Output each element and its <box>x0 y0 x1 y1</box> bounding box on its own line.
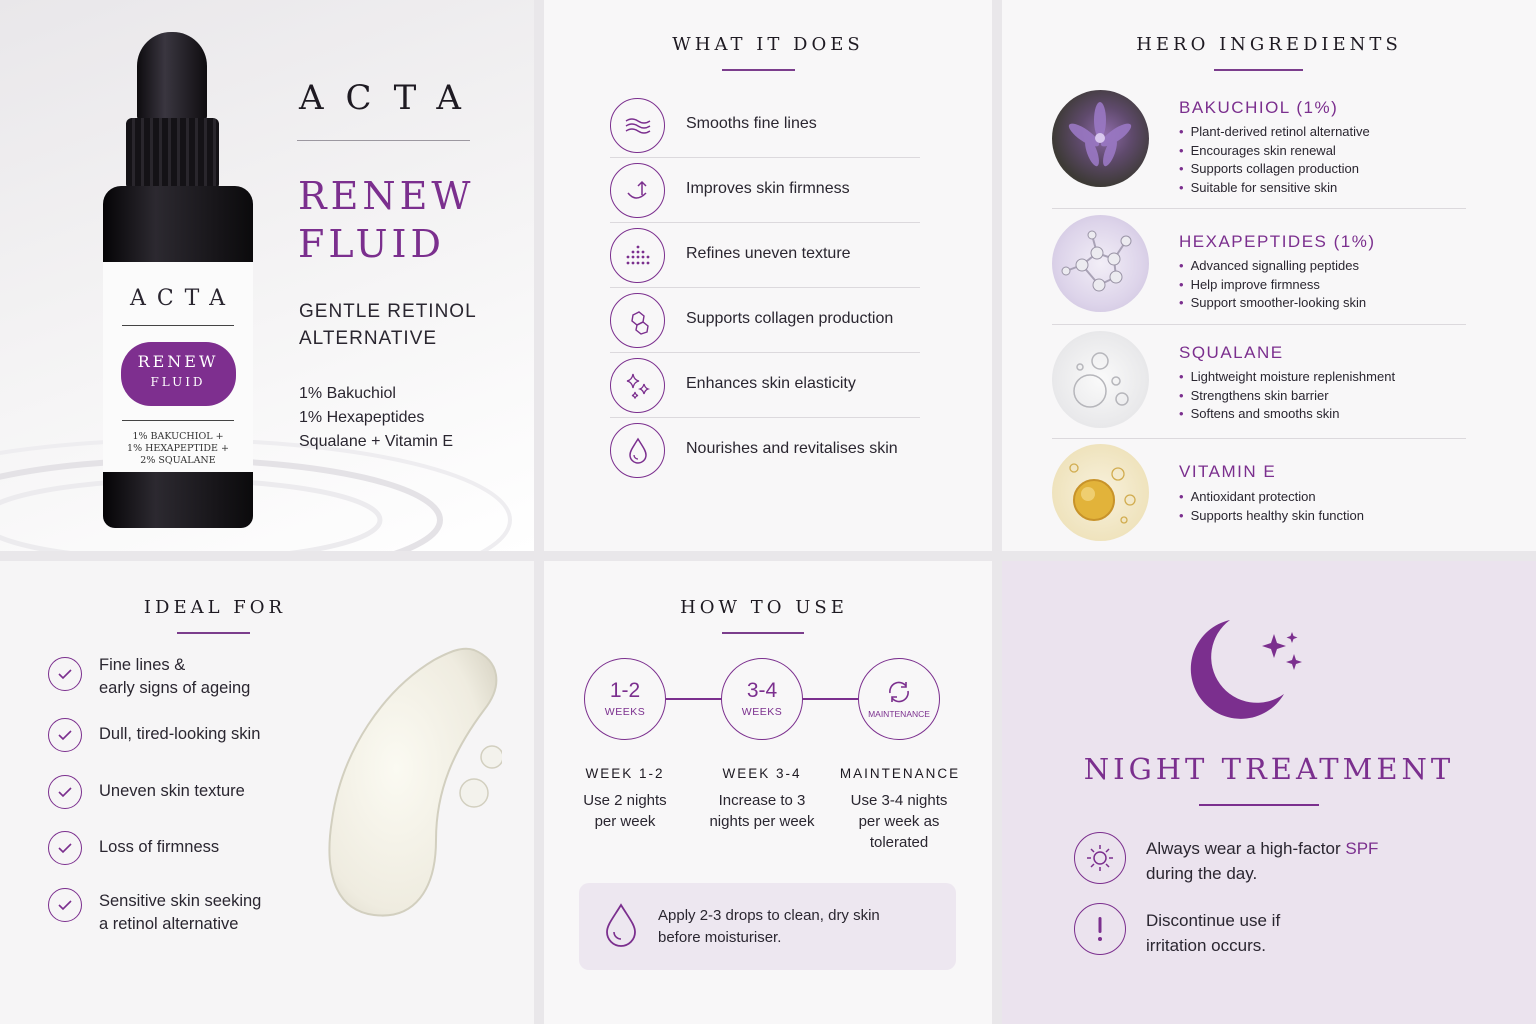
step-description-line: Increase to 3 <box>718 792 806 809</box>
moon-stars-icon <box>1190 616 1310 722</box>
ideal-for-label <box>99 654 250 700</box>
ingredient-points <box>1179 123 1370 197</box>
step-heading: MAINTENANCE <box>839 766 961 781</box>
step-circle <box>584 658 666 740</box>
step-connector <box>666 698 722 700</box>
droplet-icon <box>601 901 641 951</box>
check-circle-icon <box>48 775 82 809</box>
what-it-does-panel <box>544 0 992 551</box>
ingredient-point: • Lightweight moisture replenishment <box>1179 368 1395 387</box>
ingredient-point: • Plant-derived retinol alternative <box>1179 123 1370 142</box>
ingredient-divider <box>1052 324 1466 325</box>
benefit-label: Nourishes and revitalises skin <box>686 440 898 457</box>
step-description <box>692 790 832 832</box>
droplet-icon <box>610 423 665 478</box>
label-divider <box>122 420 234 421</box>
spf-warning-prefix: Always wear a high-factor <box>1146 839 1346 858</box>
check-circle-icon <box>48 888 82 922</box>
benefit-label: Improves skin firmness <box>686 180 850 197</box>
bottle-collar <box>126 118 219 190</box>
sun-icon <box>1074 832 1126 884</box>
label-name-line2: FLUID <box>150 375 206 389</box>
ingredient-point: • Support smoother-looking skin <box>1179 294 1366 313</box>
benefit-item <box>610 223 920 288</box>
ideal-for-label: Dull, tired-looking skin <box>99 725 261 743</box>
product-name-line1: RENEW <box>298 174 475 218</box>
ideal-for-label: Loss of firmness <box>99 838 220 856</box>
check-circle-icon <box>48 718 82 752</box>
tagline-line1: GENTLE RETINOL <box>299 301 477 322</box>
ingredient-point: • Suitable for sensitive skin <box>1179 179 1370 198</box>
benefit-label: Smooths fine lines <box>686 115 817 132</box>
molecule-icon <box>610 293 665 348</box>
benefit-item <box>610 353 920 418</box>
ingredient-point: • Encourages skin renewal <box>1179 142 1370 161</box>
benefit-item <box>610 93 920 158</box>
label-name-line1: RENEW <box>137 352 219 371</box>
step-description-line: per week <box>594 813 656 830</box>
benefit-item <box>610 288 920 353</box>
step-description-line: nights per week <box>709 813 815 830</box>
ingredient-name: BAKUCHIOL (1%) <box>1179 98 1339 117</box>
spf-warning-text <box>1146 836 1378 886</box>
step-badge-number: 1-2 <box>609 679 641 702</box>
step-badge-unit: WEEKS <box>604 706 646 718</box>
step-badge-unit: MAINTENANCE <box>868 709 930 719</box>
product-name <box>298 172 474 268</box>
ingredient-name: SQUALANE <box>1179 343 1284 362</box>
sparkle-icon <box>610 358 665 413</box>
tagline-line2: ALTERNATIVE <box>299 328 438 349</box>
night-treatment-title: NIGHT TREATMENT <box>1083 752 1455 786</box>
peptide-molecule-image <box>1052 215 1149 312</box>
ingredient-item <box>1052 444 1466 541</box>
step-description <box>555 790 695 832</box>
step-badge <box>858 658 940 740</box>
application-tip-text <box>658 905 880 949</box>
section-title-rule <box>722 69 795 71</box>
ideal-for-line: a retinol alternative <box>99 915 239 933</box>
water-ripple-background <box>0 380 534 551</box>
section-title-rule <box>177 632 250 634</box>
ideal-for-label: Uneven skin texture <box>99 782 245 800</box>
benefit-label: Enhances skin elasticity <box>686 375 856 392</box>
hero-ingredients-panel <box>1002 0 1536 551</box>
application-tip-line: Apply 2-3 drops to clean, dry skin <box>658 907 880 924</box>
label-product-pill <box>121 342 236 406</box>
refresh-cycle-icon <box>885 679 913 705</box>
squalane-oil-drops-image <box>1052 331 1149 428</box>
ingredient-name: VITAMIN E <box>1179 462 1277 481</box>
product-name-line2: FLUID <box>298 222 446 266</box>
vitamin-e-oil-image <box>1052 444 1149 541</box>
label-ingredients <box>103 431 253 467</box>
label-ingredient-line: 1% HEXAPEPTIDE + <box>127 443 229 454</box>
wavy-lines-icon <box>610 98 665 153</box>
ingredient-points <box>1179 368 1395 424</box>
section-title: HOW TO USE <box>680 597 848 618</box>
section-title: HERO INGREDIENTS <box>1136 34 1402 55</box>
step-description-line: Use 2 nights <box>583 792 667 809</box>
dropper-cap <box>137 32 207 122</box>
label-brand: ACTA <box>129 286 237 311</box>
benefit-item <box>610 418 920 483</box>
label-ingredient-line: 1% BAKUCHIOL + <box>132 431 224 442</box>
ingredient-point: • Advanced signalling peptides <box>1179 257 1366 276</box>
brand-divider <box>297 140 470 141</box>
benefit-item <box>610 158 920 223</box>
ingredient-divider <box>1052 438 1466 439</box>
spec-line: 1% Hexapeptides <box>299 409 425 426</box>
section-title: IDEAL FOR <box>143 597 287 618</box>
ingredient-name: HEXAPEPTIDES (1%) <box>1179 232 1376 251</box>
ingredient-item <box>1052 90 1466 200</box>
check-circle-icon <box>48 657 82 691</box>
exclamation-icon <box>1074 903 1126 955</box>
ingredient-point: • Softens and smooths skin <box>1179 405 1395 424</box>
dots-texture-icon <box>610 228 665 283</box>
label-divider <box>122 325 234 326</box>
spec-line: 1% Bakuchiol <box>299 385 396 402</box>
spf-highlight: SPF <box>1345 839 1379 858</box>
serum-swatch-image <box>324 640 502 920</box>
ingredient-point: • Supports healthy skin function <box>1179 507 1364 526</box>
irritation-warning-text <box>1146 908 1280 958</box>
check-circle-icon <box>48 831 82 865</box>
ingredient-points <box>1179 257 1366 313</box>
ideal-for-label <box>99 890 261 936</box>
product-panel <box>0 0 534 551</box>
ingredient-divider <box>1052 208 1466 209</box>
step-description-line: per week as <box>858 813 940 830</box>
ingredient-points <box>1179 488 1364 525</box>
step-description <box>829 790 969 853</box>
spf-warning-line2: during the day. <box>1146 864 1258 883</box>
section-title-rule <box>1214 69 1303 71</box>
ingredient-item <box>1052 215 1466 320</box>
label-ingredient-line: 2% SQUALANE <box>140 455 216 466</box>
step-connector <box>802 698 859 700</box>
product-tagline <box>299 298 477 352</box>
ingredient-point: • Help improve firmness <box>1179 276 1366 295</box>
ideal-for-line: early signs of ageing <box>99 679 251 697</box>
section-title: WHAT IT DOES <box>672 34 864 55</box>
step-badge-unit: WEEKS <box>741 706 783 718</box>
step-description-line: Use 3-4 nights <box>850 792 948 809</box>
step-heading: WEEK 1-2 <box>585 766 665 781</box>
ingredient-point: • Antioxidant protection <box>1179 488 1364 507</box>
step-circle <box>858 658 940 740</box>
brand-wordmark: ACTA <box>299 78 483 118</box>
benefit-label: Supports collagen production <box>686 310 894 327</box>
night-title-rule <box>1199 804 1319 806</box>
step-badge <box>584 658 666 740</box>
section-title-rule <box>722 632 804 634</box>
spec-line: Squalane + Vitamin E <box>299 433 454 450</box>
lavender-flower-image <box>1052 90 1149 187</box>
benefit-label: Refines uneven texture <box>686 245 851 262</box>
step-description-line: tolerated <box>869 834 929 851</box>
ingredient-point: • Supports collagen production <box>1179 160 1370 179</box>
step-heading: WEEK 3-4 <box>722 766 802 781</box>
ingredient-point: • Strengthens skin barrier <box>1179 387 1395 406</box>
ingredient-item <box>1052 331 1466 436</box>
irritation-warning-line: irritation occurs. <box>1146 936 1266 955</box>
irritation-warning-line: Discontinue use if <box>1146 911 1281 930</box>
step-circle <box>721 658 803 740</box>
step-badge <box>721 658 803 740</box>
application-tip-line: before moisturiser. <box>658 929 782 946</box>
step-badge-number: 3-4 <box>746 679 778 702</box>
lift-arrow-icon <box>610 163 665 218</box>
application-tip-box <box>579 883 956 970</box>
ideal-for-line: Sensitive skin seeking <box>99 892 262 910</box>
bottle-label <box>103 262 253 472</box>
ideal-for-line: Fine lines & <box>99 656 186 674</box>
